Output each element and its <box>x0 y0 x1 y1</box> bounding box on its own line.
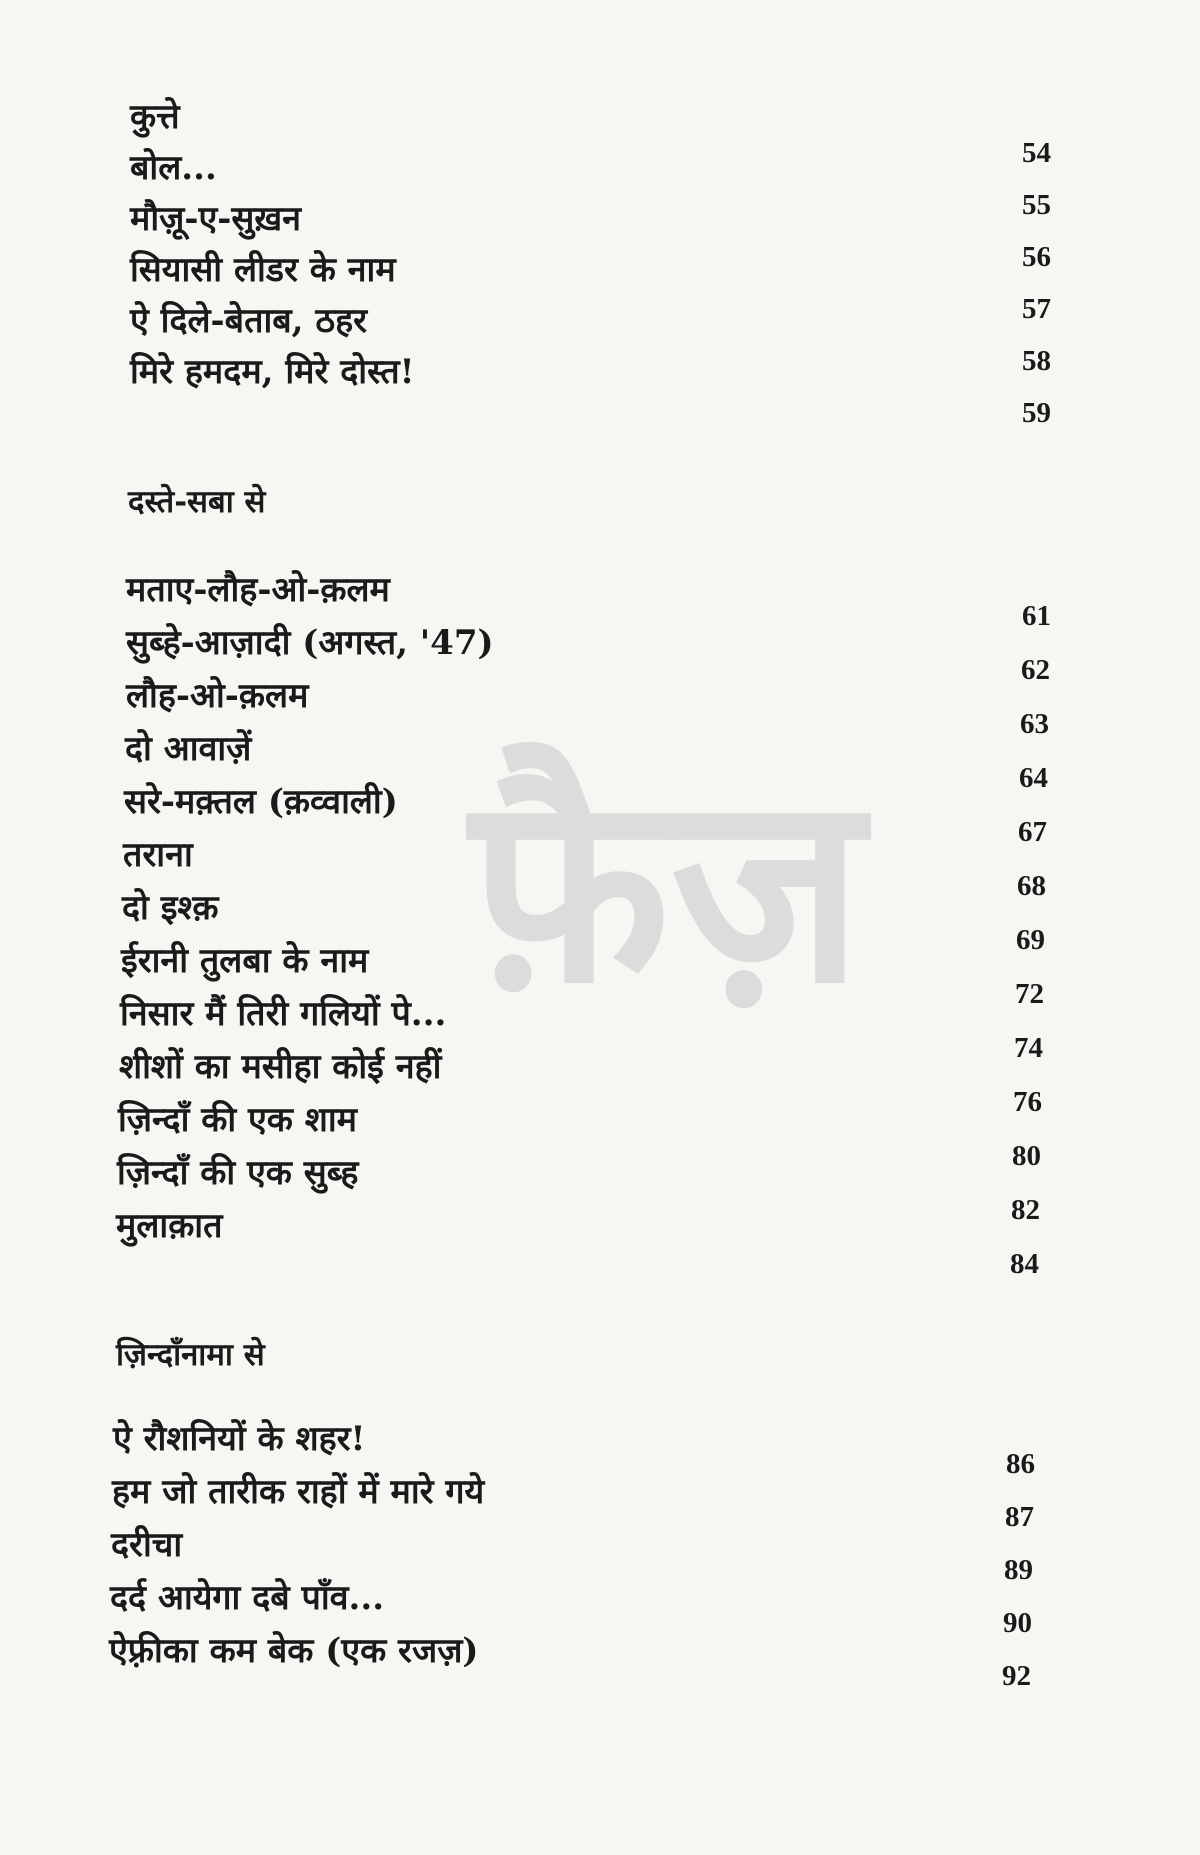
toc-page-number: 63 <box>1020 708 1049 740</box>
toc-title: मौज़ू-ए-सुख़न <box>130 199 302 239</box>
toc-title: मुलाक़ात <box>116 1206 223 1246</box>
toc-title: तराना <box>123 835 193 875</box>
toc-page-number: 86 <box>1006 1448 1035 1480</box>
toc-title: ईरानी तुलबा के नाम <box>121 941 369 981</box>
toc-title: दरीचा <box>111 1525 183 1565</box>
toc-page-number: 76 <box>1013 1086 1042 1118</box>
toc-page-number: 61 <box>1022 600 1051 632</box>
toc-title: दो इश्क़ <box>122 888 219 928</box>
toc-title: शीशों का मसीहा कोई नहीं <box>119 1047 442 1087</box>
toc-title: सुब्हे-आज़ादी (अगस्त, '47) <box>126 623 494 663</box>
toc-title: दर्द आयेगा दबे पाँव... <box>110 1578 385 1618</box>
toc-page-number: 55 <box>1022 189 1051 221</box>
toc-page-number: 92 <box>1002 1660 1031 1692</box>
toc-page-number: 64 <box>1019 762 1048 794</box>
section-heading: ज़िन्दाँनामा से <box>116 1337 265 1373</box>
toc-page-number: 84 <box>1010 1248 1039 1280</box>
toc-page-number: 68 <box>1017 870 1046 902</box>
watermark: फ़ैज़ <box>470 739 864 1041</box>
toc-page-number: 69 <box>1016 924 1045 956</box>
toc-page-number: 59 <box>1022 397 1051 429</box>
toc-title: सरे-मक़्तल (क़व्वाली) <box>124 782 398 822</box>
toc-title: निसार मैं तिरी गलियों पे... <box>120 994 447 1034</box>
toc-page-number: 72 <box>1015 978 1044 1010</box>
toc-page-number: 80 <box>1012 1140 1041 1172</box>
toc-page-number: 56 <box>1022 241 1051 273</box>
toc-title: दो आवाज़ें <box>125 729 252 769</box>
toc-title: ज़िन्दाँ की एक शाम <box>118 1100 358 1140</box>
toc-title: बोल... <box>130 148 217 188</box>
toc-title: लौह-ओ-क़लम <box>126 676 309 716</box>
toc-title: कुत्ते <box>130 97 180 137</box>
toc-page-number: 90 <box>1003 1607 1032 1639</box>
toc-title: ऐफ़्रीका कम बेक (एक रजज़) <box>109 1631 479 1671</box>
toc-page-number: 62 <box>1021 654 1050 686</box>
toc-page-number: 57 <box>1022 293 1051 325</box>
toc-page-number: 67 <box>1018 816 1047 848</box>
toc-page-number: 74 <box>1014 1032 1043 1064</box>
toc-page-number: 54 <box>1022 137 1051 169</box>
toc-page-number: 58 <box>1022 345 1051 377</box>
toc-title: सियासी लीडर के नाम <box>130 250 396 290</box>
toc-title: ज़िन्दाँ की एक सुब्ह <box>117 1153 359 1193</box>
toc-page-number: 82 <box>1011 1194 1040 1226</box>
toc-title: मताए-लौह-ओ-क़लम <box>126 570 390 610</box>
section-heading: दस्ते-सबा से <box>128 484 266 520</box>
toc-page-number: 87 <box>1005 1501 1034 1533</box>
toc-title: हम जो तारीक राहों में मारे गये <box>112 1472 485 1512</box>
toc-title: मिरे हमदम, मिरे दोस्त! <box>130 352 415 392</box>
toc-page-number: 89 <box>1004 1554 1033 1586</box>
toc-title: ऐ दिले-बेताब, ठहर <box>130 301 368 341</box>
toc-title: ऐ रौशनियों के शहर! <box>113 1419 366 1459</box>
